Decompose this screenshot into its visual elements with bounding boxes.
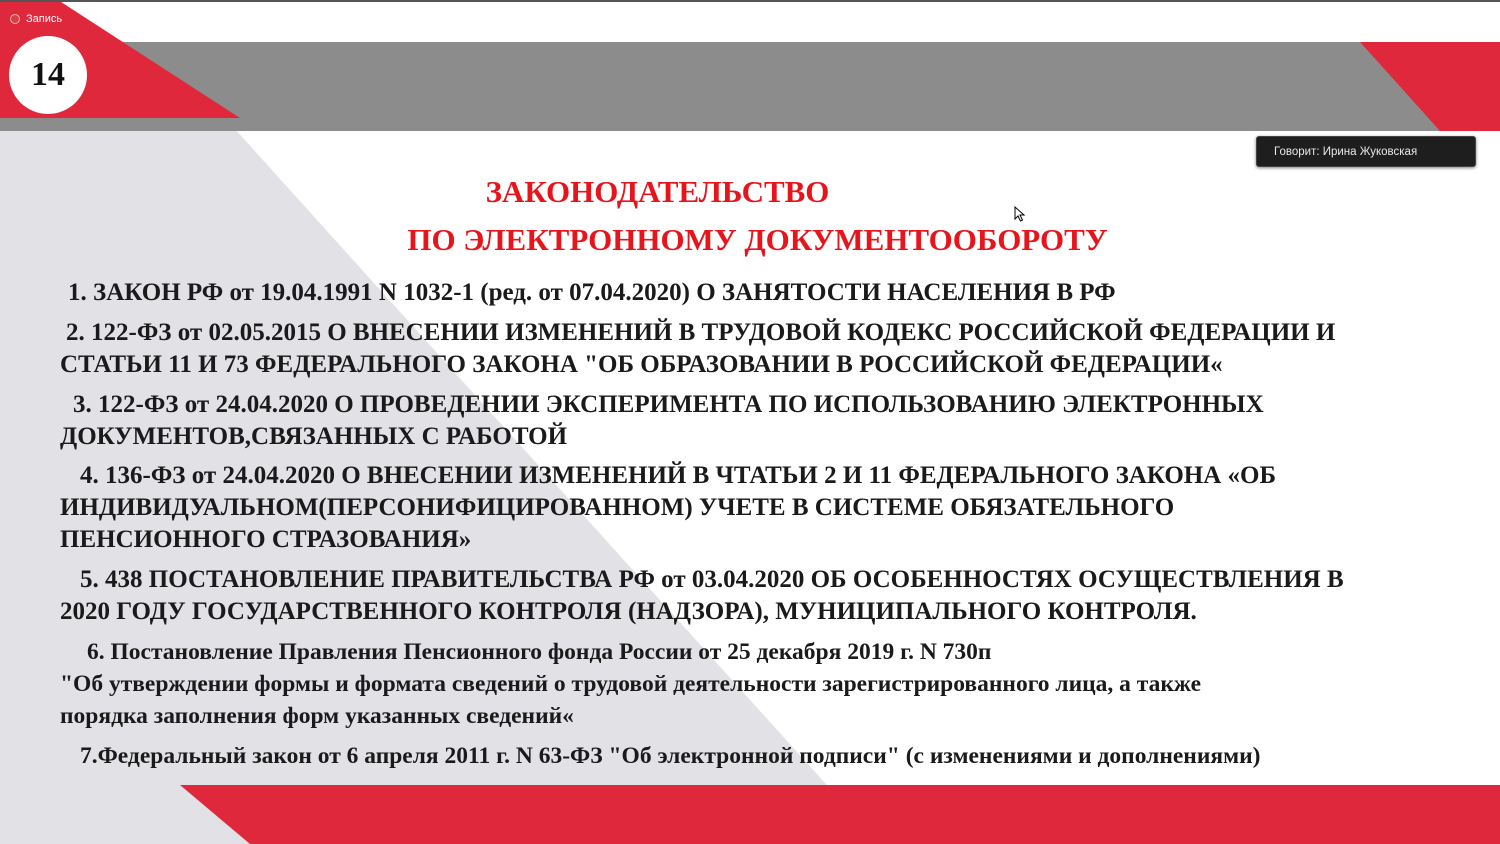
law-item-line: 7.Федеральный закон от 6 апреля 2011 г. N 63-ФЗ "Об электронной подписи" (с изменениями и дополнениями) xyxy=(80,743,1261,769)
footer-red-band xyxy=(180,785,1500,844)
law-item-line: порядка заполнения форм указанных сведений« xyxy=(60,703,574,729)
law-item-line: ПЕНСИОННОГО СТРАЗОВАНИЯ» xyxy=(60,526,472,553)
slide-title-line2: ПО ЭЛЕКТРОННОМУ ДОКУМЕНТООБОРОТУ xyxy=(407,222,1108,257)
slide-number: 14 xyxy=(31,56,65,93)
recording-label: Запись xyxy=(26,13,63,25)
slide-number-badge xyxy=(9,36,87,114)
window-top-edge xyxy=(0,0,1500,2)
law-item-6 xyxy=(60,636,1480,732)
recording-indicator xyxy=(10,11,62,27)
law-item-line: ИНДИВИДУАЛЬНОМ(ПЕРСОНИФИЦИРОВАННОМ) УЧЕТЕ В СИСТЕМЕ ОБЯЗАТЕЛЬНОГО xyxy=(60,494,1175,521)
law-item-7 xyxy=(60,740,1480,772)
law-item-3 xyxy=(60,389,1480,453)
law-item-line: "Об утверждении формы и формата сведений о трудовой деятельности зарегистрированного лица, а также xyxy=(60,671,1202,697)
mouse-cursor-icon xyxy=(1014,206,1026,222)
law-item-line: 1. ЗАКОН РФ от 19.04.1991 N 1032-1 (ред. от 07.04.2020) О ЗАНЯТОСТИ НАСЕЛЕНИЯ В РФ xyxy=(68,279,1116,306)
active-speaker-label xyxy=(1256,136,1476,167)
law-item-line: 4. 136-ФЗ от 24.04.2020 О ВНЕСЕНИИ ИЗМЕНЕНИЙ В ЧТАТЬИ 2 И 11 ФЕДЕРАЛЬНОГО ЗАКОНА «ОБ xyxy=(80,462,1276,489)
law-item-line: ДОКУМЕНТОВ,СВЯЗАННЫХ С РАБОТОЙ xyxy=(60,423,568,450)
law-item-2 xyxy=(60,317,1480,381)
law-item-line: СТАТЬИ 11 И 73 ФЕДЕРАЛЬНОГО ЗАКОНА "ОБ ОБРАЗОВАНИИ В РОССИЙСКОЙ ФЕДЕРАЦИИ« xyxy=(60,351,1223,378)
law-item-line: 6. Постановление Правления Пенсионного фонда России от 25 декабря 2019 г. N 730п xyxy=(87,639,992,665)
law-item-line: 5. 438 ПОСТАНОВЛЕНИЕ ПРАВИТЕЛЬСТВА РФ от 03.04.2020 ОБ ОСОБЕННОСТЯХ ОСУЩЕСТВЛЕНИЯ В xyxy=(80,566,1344,593)
law-item-line: 2. 122-ФЗ от 02.05.2015 О ВНЕСЕНИИ ИЗМЕНЕНИЙ В ТРУДОВОЙ КОДЕКС РОССИЙСКОЙ ФЕДЕРАЦИИ И xyxy=(66,319,1336,346)
record-icon xyxy=(10,14,20,24)
law-item-4 xyxy=(60,460,1480,556)
speaker-text: Говорит: Ирина Жуковская xyxy=(1274,145,1418,158)
slide-title-line1: ЗАКОНОДАТЕЛЬСТВО xyxy=(485,174,830,209)
law-item-line: 2020 ГОДУ ГОСУДАРСТВЕННОГО КОНТРОЛЯ (НАДЗОРА), МУНИЦИПАЛЬНОГО КОНТРОЛЯ. xyxy=(60,598,1197,625)
law-item-5 xyxy=(60,564,1480,628)
law-item-line: 3. 122-ФЗ от 24.04.2020 О ПРОВЕДЕНИИ ЭКСПЕРИМЕНТА ПО ИСПОЛЬЗОВАНИЮ ЭЛЕКТРОННЫХ xyxy=(73,391,1264,418)
law-item-1 xyxy=(60,277,1480,309)
